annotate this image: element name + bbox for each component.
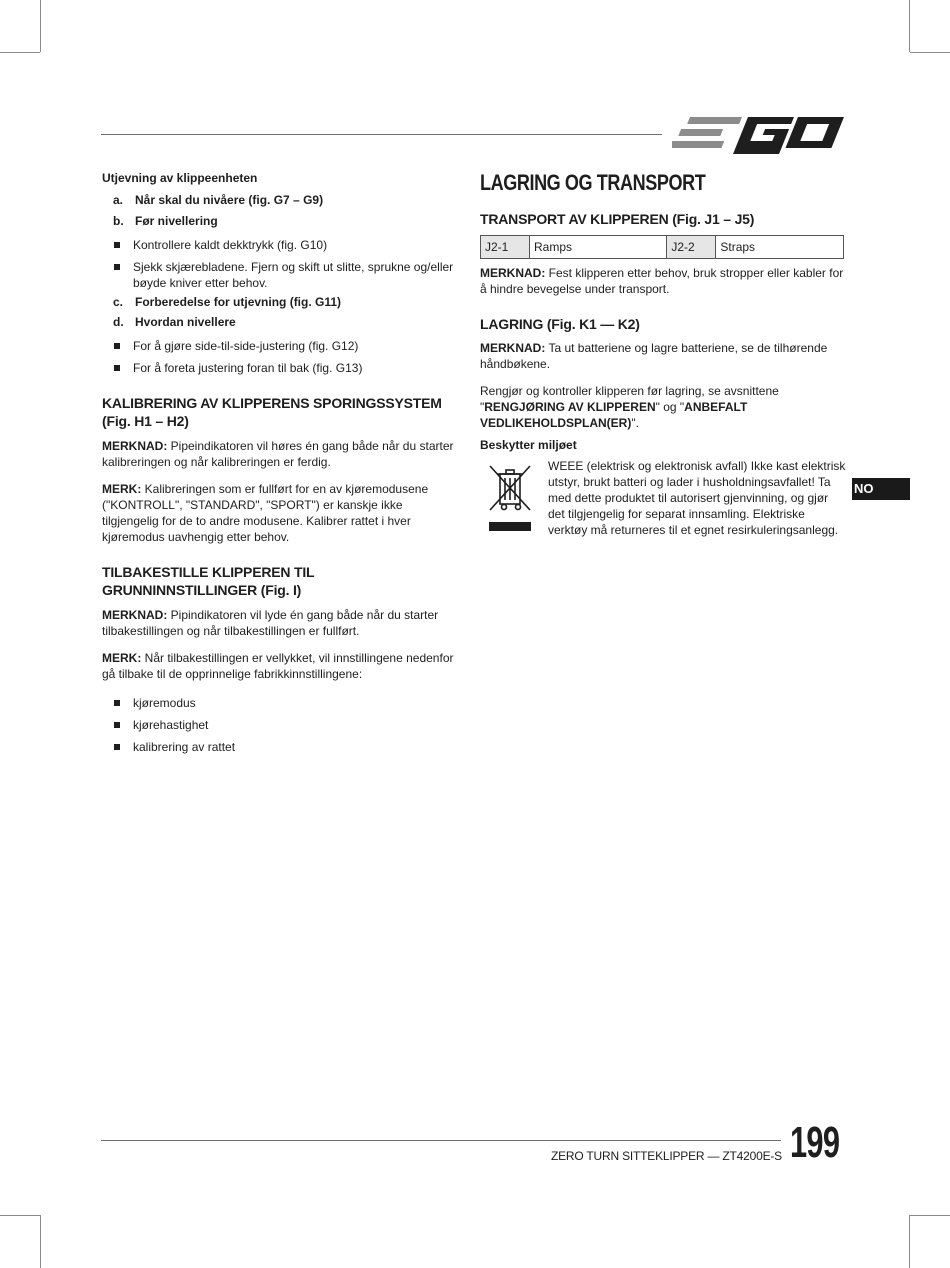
cleaning-text: Rengjør og kontroller klipperen før lagring, se avsnittene "RENGJØRING AV KLIPPEREN" og "ANBEFALT VEDLIKEHOLDSPLAN(ER)". [480,384,779,430]
reset-note-2: MERK: Når tilbakestillingen er vellykket, vil innstillingene nedenfor gå tilbake til de opprinnelige fabrikkinnstillingene: [102,651,454,681]
footer-title: ZERO TURN SITTEKLIPPER — ZT4200E-S [550,1149,782,1163]
list-item: kjørehastighet [102,717,458,733]
crop-mark [40,1215,41,1268]
reset-heading: TILBAKESTILLE KLIPPEREN TIL GRUNNINNSTILLINGER (Fig. I) [102,564,315,598]
page-number: 199 [790,1118,840,1167]
step-d: d. Hvordan nivellere [113,315,236,329]
leveling-title: Utjevning av klippeenheten [102,171,258,185]
transport-note: MERKNAD: Fest klipperen etter behov, bruk stropper eller kabler for å hindre bevegelse under transport. [480,266,844,296]
storage-heading: LAGRING (Fig. K1 — K2) [480,316,640,332]
crop-mark [910,52,950,53]
storage-note: MERKNAD: Ta ut batteriene og lagre batteriene, se de tilhørende håndbøkene. [480,341,828,371]
list-item: Sjekk skjærebladene. Fjern og skift ut slitte, sprukne og/eller bøyde kniver etter behov. [102,259,458,291]
list-item: kjøremodus [102,695,458,711]
step-a: a. Når skal du nivåere (fig. G7 – G9) [113,193,324,207]
crop-mark [910,1215,950,1216]
main-title: LAGRING OG TRANSPORT [480,170,706,195]
table-cell: Straps [716,236,844,259]
header-rule [101,134,662,135]
parts-table [480,235,844,259]
table-cell: J2-2 [667,236,716,259]
weee-text: WEEE (elektrisk og elektronisk avfall) Ikke kast elektrisk utstyr, brukt batteri og lader i husholdningsavfallet! Ta med dette produktet til autorisert gjenvinning, og gjør det tilgjengelig for separat innsamling. Elektriske verktøy må returneres til et egnet resirkuleringsanlegg. [548,459,846,537]
table-row [481,236,844,259]
list-item: Kontrollere kaldt dekktrykk (fig. G10) [102,237,458,253]
crop-mark [0,52,40,53]
step-c: c. Forberedelse for utjevning (fig. G11) [113,295,342,309]
calibration-note-2: MERK: Kalibreringen som er fullført for en av kjøremodusene ("KONTROLL", "STANDARD", "SPORT") er kanskje ikke tilgjengelig for de to andre modusene. Kalibrer rattet i hver kjøremodus uavhengig etter behov. [102,482,429,544]
list-item: kalibrering av rattet [102,739,458,755]
calibration-heading: KALIBRERING AV KLIPPERENS SPORINGSSYSTEM (Fig. H1 – H2) [102,395,442,429]
crop-mark [40,0,41,52]
reset-note-1: MERKNAD: Pipindikatoren vil lyde én gang både når du starter tilbakestillingen og når tilbakestillingen er fullført. [102,608,439,638]
step-b: b. Før nivellering [113,214,218,228]
weee-bin-icon [486,462,536,539]
footer-rule [101,1140,781,1141]
environment-heading: Beskytter miljøet [480,438,577,452]
crop-mark [909,0,910,52]
crop-mark [0,1215,40,1216]
table-cell: Ramps [530,236,667,259]
crop-mark [909,1215,910,1268]
ego-logo [672,112,844,159]
right-column [480,170,846,539]
calibration-note-1: MERKNAD: Pipeindikatoren vil høres én gang både når du starter kalibreringen og når kalibreringen er ferdig. [102,439,454,469]
list-item: For å gjøre side-til-side-justering (fig. G12) [102,338,458,354]
table-cell: J2-1 [481,236,530,259]
list-item: For å foreta justering foran til bak (fig. G13) [102,360,458,376]
language-tab: NO [852,478,910,500]
left-column [102,170,458,755]
transport-heading: TRANSPORT AV KLIPPEREN (Fig. J1 – J5) [480,211,755,227]
weee-block [480,458,846,539]
